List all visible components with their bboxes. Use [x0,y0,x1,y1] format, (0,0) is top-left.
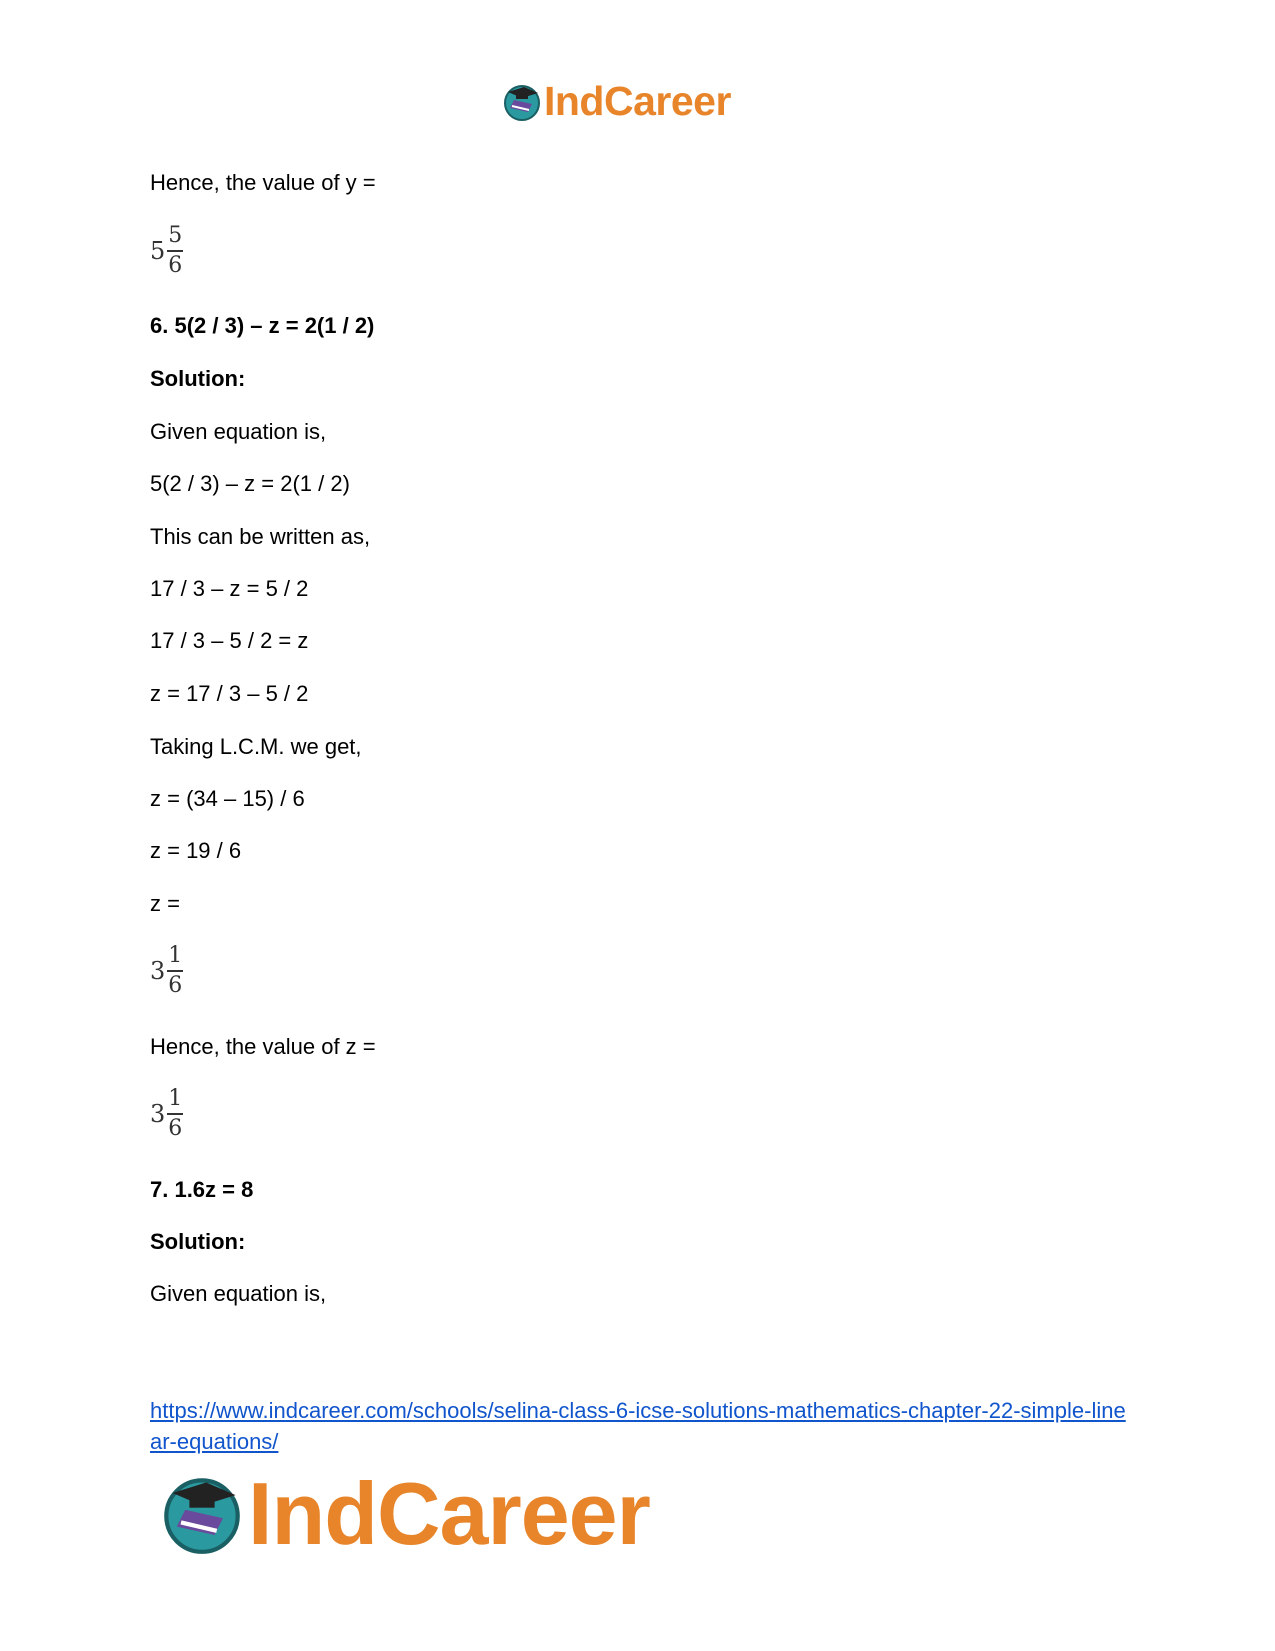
fraction-denominator: 6 [168,252,183,278]
fraction [167,224,183,278]
logo-text: IndCareer [248,1464,650,1563]
text-line: 17 / 3 – z = 5 / 2 [150,576,309,601]
text-line: Given equation is, [150,1281,327,1306]
source-link[interactable]: https://www.indcareer.com/schools/selina-class-6-icse-solutions-mathematics-chapter-22-simple-linear-equations/ [150,1398,1126,1454]
question-heading: 7. 1.6z = 8 [150,1177,254,1202]
fraction-whole: 5 [150,236,166,265]
graduation-globe-icon [160,1472,244,1556]
fraction-whole: 3 [150,1099,166,1128]
text-line: Hence, the value of y = [150,170,376,195]
fraction-numerator: 1 [168,1086,183,1111]
header-logo [502,78,731,125]
fraction-numerator: 5 [168,223,183,248]
fraction-denominator: 6 [168,1115,183,1141]
fraction-whole: 3 [150,956,166,985]
mixed-fraction [150,224,183,278]
graduation-globe-icon [502,82,542,122]
mixed-fraction [150,1087,183,1141]
fraction-numerator: 1 [168,943,183,968]
mixed-fraction [150,944,183,998]
fraction [167,1087,183,1141]
fraction-denominator: 6 [168,972,183,998]
text-line: z = (34 – 15) / 6 [150,786,305,811]
text-line: 5(2 / 3) – z = 2(1 / 2) [150,471,350,496]
solution-heading: Solution: [150,1229,246,1254]
text-line: z = 17 / 3 – 5 / 2 [150,681,309,706]
logo-text: IndCareer [544,78,731,124]
footer-logo [160,1463,650,1565]
text-line: Given equation is, [150,419,327,444]
text-line: z = 19 / 6 [150,838,242,863]
text-line: 17 / 3 – 5 / 2 = z [150,628,309,653]
fraction [167,944,183,998]
solution-heading: Solution: [150,366,246,391]
text-line: This can be written as, [150,524,371,549]
question-heading: 6. 5(2 / 3) – z = 2(1 / 2) [150,313,375,338]
text-line: Hence, the value of z = [150,1034,376,1059]
text-line: z = [150,891,180,916]
text-line: Taking L.C.M. we get, [150,734,362,759]
